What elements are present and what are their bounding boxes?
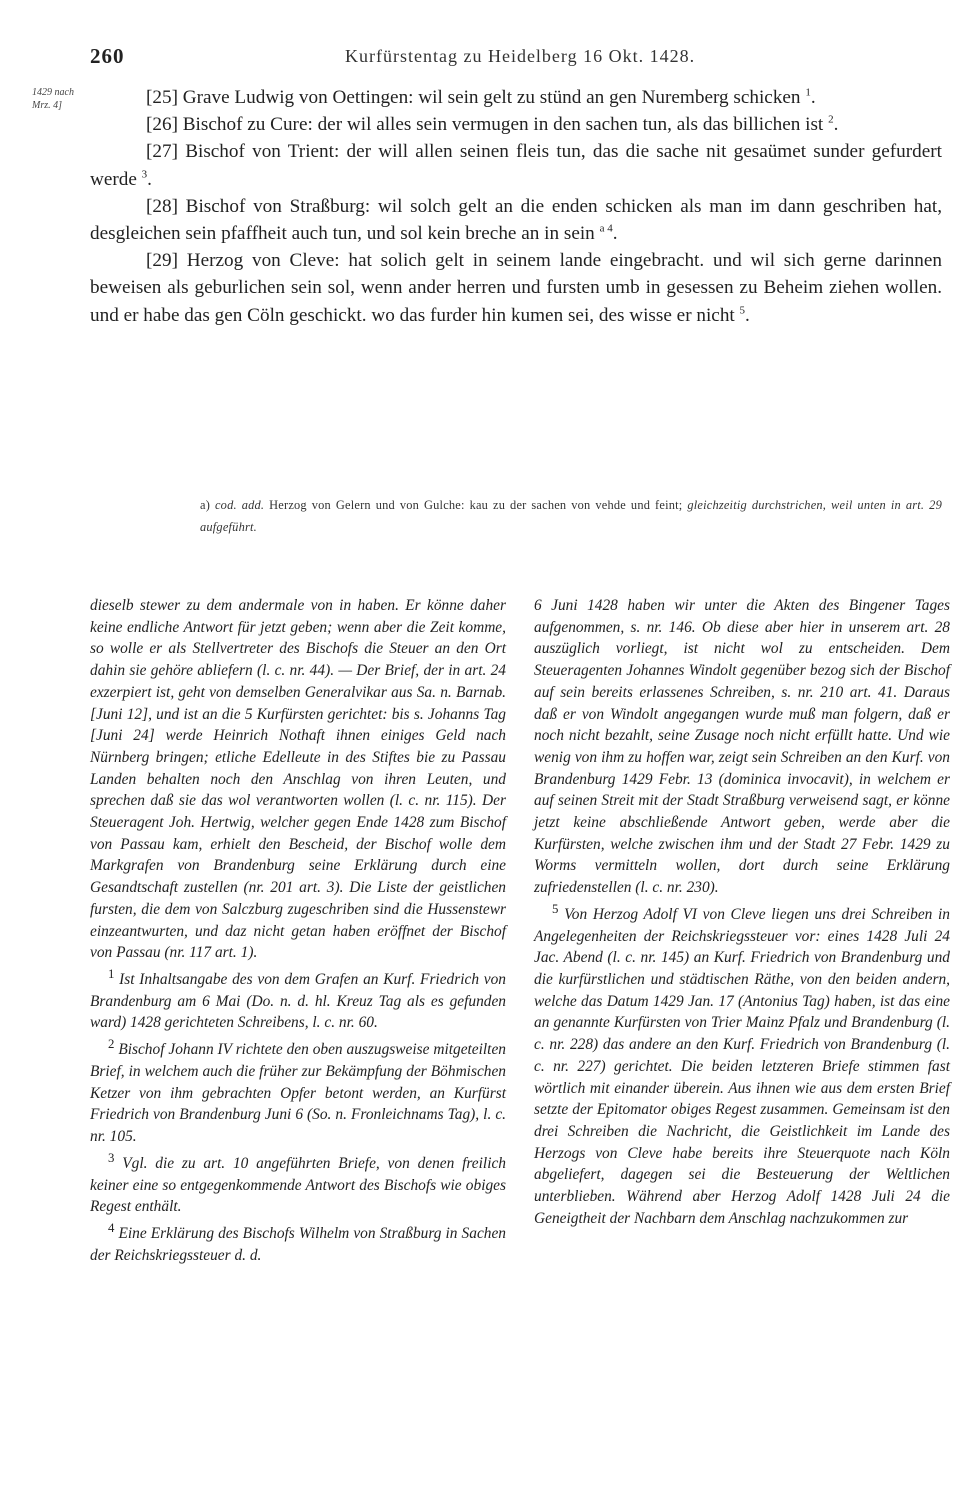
footnote-2: $^2$ Bischof Johann IV richtete den oben auszugsweise mitgeteilten Brief, in welchem auch die früher zur Bekämpfung der Böhmischen Ketzer von ihm gebrachten Opfer betont werden, an Kurfürst Friedrich von Brandenburg Juni 6 (So. n. Fronleichnams Tag), l. c. nr. 105. xyxy=(90,1037,506,1146)
variant-apparatus-note: a) cod. add. Herzog von Gelern und von Gulche: kau zu der sachen von vehde und feint; gleichzeitig durchstrichen, weil unten in art. 29 aufgeführt. xyxy=(200,498,942,534)
running-title: Kurfürstentag zu Heidelberg 16 Okt. 1428. xyxy=(345,46,696,66)
footnote-3: $^3$ Vgl. die zu art. 10 angeführten Briefe, von denen freilich keiner eine so entgegenkommende Antwort des Bischofs wie obiges Regest enthält. xyxy=(90,1150,506,1216)
page-number: 260 xyxy=(90,44,125,68)
article-25: [25] Grave Ludwig von Oettingen: wil sein gelt zu stünd an gen Nuremberg schicken $^1$. xyxy=(146,86,816,108)
article-28: [28] Bischof von Straßburg: wil solch gelt an die enden schicken als man im dann geschriben hat, desgleichen sein pfaffheit auch tun, und sol kein breche an in sein $^{a 4}$. xyxy=(90,195,942,245)
article-26: [26] Bischof zu Cure: der wil alles sein vermugen in den sachen tun, als das billichen ist $^2$. xyxy=(146,113,839,136)
footnote-ref: 3 xyxy=(141,168,148,181)
footnote-number: 4 xyxy=(108,1221,115,1236)
footnote-ref: a 4 xyxy=(599,222,613,235)
main-text xyxy=(90,84,942,329)
footnote-4: $^4$ Eine Erklärung des Bischofs Wilhelm von Straßburg in Sachen der Reichskriegssteuer d. d. xyxy=(90,1221,506,1264)
footnote-number: 1 xyxy=(108,966,115,981)
footnote-number: 5 xyxy=(552,901,559,916)
footnote-continuation: dieselb stewer zu dem andermale von in haben. Er könne daher keine endliche Antwort für jetzt geben; wenn aber die Zeit komme, so wolle er als Stellvertreter des Bischofs die Steuer an den Ort dahin sie gehöre abliefern (l. c. nr. 44). — Der Brief, der in art. 24 exzerpiert ist, geht von demselben Generalvikar aus Sa. n. Barnab. [Juni 12], und ist an die 5 Kurfürsten gerichtet: bis s. Johanns Tag [Juni 24] werde Heinrich Nothaft ihnen einiges Geld nach Nürnberg bringen; etliche Edelleute in des Stiftes bie zu Passau Landen behalten noch den Anschlag von ihren Leuten, und sprechen daß sie das wol verantworten wollen (l. c. nr. 115). Der Steueragent Joh. Hertwig, welcher gegen Ende 1428 zum Bischof von Passau kam, erhielt den Bescheid, der Bischof wolle dem Markgrafen von Brandenburg seine Erklärung durch eine Gesandtschaft zustellen (nr. 201 art. 3). Die Liste der geistlichen fursten, die dem von Salczburg zugeschriben sind die Hussenstewr einzeantwurten, und daz nicht getan haben eröffnet der Bischof von Passau (nr. 117 art. 1). xyxy=(90,597,506,962)
footnote-5: $^5$ Von Herzog Adolf VI von Cleve liegen uns drei Schreiben in Angelegenheiten der Reichskriegssteuer vor: eines 1428 Juli 24 Jac. Abend (l. c. nr. 145) an Kurf. Friedrich von Brandenburg und die kurfürstlichen und städtischen Räthe, von den beiden andern, welche das Datum 1429 Jan. 17 (Antonius Tag) haben, ist das eine an genannte Kurfürsten von Trier Mainz Pfalz und Brandenburg (l. c. nr. 228) das andere an den Kurf. Friedrich von Brandenburg (l. c. nr. 227) gerichtet. Die beiden letzteren Briefe stimmen fast wörtlich mit einander überein. Aus ihnen wie aus dem ersten Brief setzte der Epitomator obiges Regest zusammen. Gemeinsam ist den drei Schreiben die Nachricht, die Geistlichkeit im Lande des Herzogs von Cleve habe bereits ihre Steuerquote nach Köln abgeliefert, dagegen sei die Besteuerung der Weltlichen unterblieben. Während aber Herzog Adolf 1428 Juli 24 die Geneigtheit der Nachbarn dem Anschlag nachzukommen zur xyxy=(534,901,950,1227)
footnote-number: 3 xyxy=(108,1150,115,1165)
footnote-1: $^1$ Ist Inhaltsangabe des von dem Grafen an Kurf. Friedrich von Brandenburg am 6 Mai (Do. n. d. hl. Kreuz Tag als es gefunden ward) 1428 gerichteten Schreibens, l. c. nr. 60. xyxy=(90,966,506,1032)
footnote-ref: 2 xyxy=(828,113,834,126)
footnotes-right-column xyxy=(534,595,950,1230)
margin-date-note: 1429 nach Mrz. 4] xyxy=(32,87,74,111)
footnote-ref: 1 xyxy=(805,86,811,99)
article-29: [29] Herzog von Cleve: hat solich gelt in seinem lande eingebracht. und wil sich gerne darinnen beweisen als geburlichen sein sol, wenn ander herren und fursten umb in gesessen zu Beheim ziehen wollen. und er habe das gen Cöln geschickt. wo das furder hin kumen sei, des wisse er nicht $^5$. xyxy=(90,250,942,326)
article-27: [27] Bischof von Trient: der will allen seinen fleis tun, das die sache nit gesaümet sunder gefurdert werde $^3$. xyxy=(90,141,942,190)
footnote-ref: 5 xyxy=(739,304,746,317)
footnote-continuation: 6 Juni 1428 haben wir unter die Akten des Bingener Tages aufgenommen, s. nr. 146. Ob diese aber hier in unserem art. 28 auszüglich vorliegt, ist nicht wol zu entscheiden. Dem Steueragenten Johannes Windolt gegenüber bezog sich der Bischof auf sein bereits erlassenes Schreiben, s. nr. 210 art. 41. Daraus daß er von Windolt angegangen wurde muß man folgern, daß er noch nicht bezahlt, seine Zusage noch nicht erfüllt hatte. Und wie wenig von ihm zu hoffen war, zeigt sein Schreiben an den Kurf. von Brandenburg 1429 Febr. 13 (dominica invocavit), in welchem er auf seinen Streit mit der Stadt Straßburg verweisend sagt, er könne jetzt keine abschließende Antwort geben, werde aber die Kurfürsten, welche zwischen ihm und der Stadt 27 Febr. 1429 zu Worms vermitteln wollen, dort durch seine Erklärung zufriedenstellen (l. c. nr. 230). xyxy=(534,597,950,897)
footnotes-left-column xyxy=(90,595,506,1267)
footnote-number: 2 xyxy=(108,1037,115,1052)
